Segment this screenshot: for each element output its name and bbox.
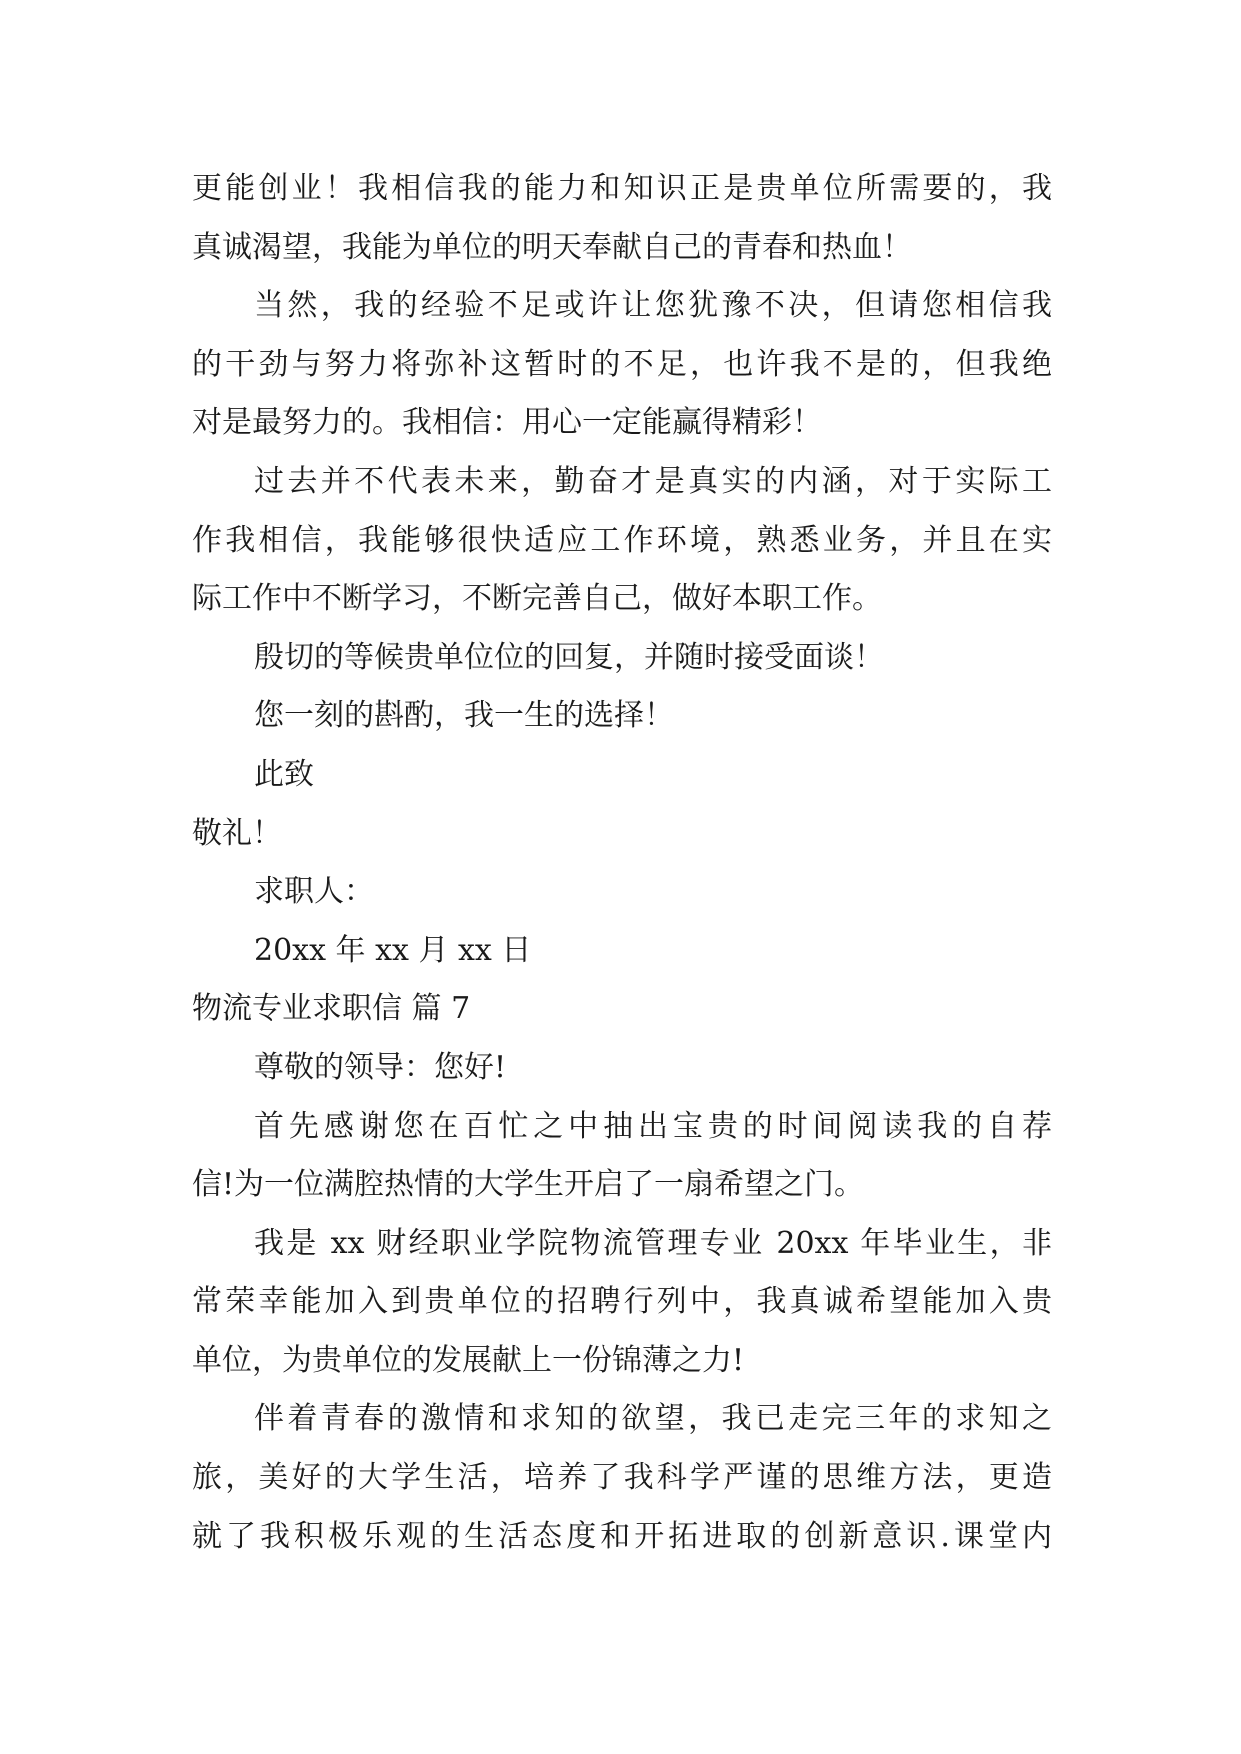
- text-line: 20xx 年 xx 月 xx 日: [254, 932, 532, 968]
- text-line: 殷切的等候贵单位位的回复，并随时接受面谈！: [254, 639, 884, 675]
- text-line: 际工作中不断学习，不断完善自己，做好本职工作。: [192, 581, 882, 617]
- text-line: 作我相信，我能够很快适应工作环境，熟悉业务，并且在实: [192, 522, 1052, 558]
- text-line: 过去并不代表未来，勤奋才是真实的内涵，对于实际工: [254, 463, 1052, 499]
- text-line: 更能创业！我相信我的能力和知识正是贵单位所需要的，我: [192, 171, 1052, 206]
- text-line: 尊敬的领导：您好!: [254, 1049, 507, 1085]
- letter-body: [192, 160, 1052, 1566]
- text-line: 敬礼！: [192, 815, 282, 851]
- text-line: 您一刻的斟酌，我一生的选择！: [254, 698, 674, 734]
- text-line: 旅，美好的大学生活，培养了我科学严谨的思维方法，更造: [192, 1460, 1052, 1496]
- text-line: 的干劲与努力将弥补这暂时的不足，也许我不是的，但我绝: [192, 346, 1052, 382]
- text-line: 首先感谢您在百忙之中抽出宝贵的时间阅读我的自荐: [254, 1108, 1052, 1144]
- text-line: 对是最努力的。我相信：用心一定能赢得精彩！: [192, 405, 822, 441]
- text-line: 物流专业求职信 篇 7: [192, 991, 471, 1027]
- text-line: 伴着青春的激情和求知的欲望，我已走完三年的求知之: [254, 1401, 1052, 1437]
- text-line: 求职人：: [254, 874, 374, 910]
- text-line: 信!为一位满腔热情的大学生开启了一扇希望之门。: [192, 1167, 865, 1203]
- text-line: 真诚渴望，我能为单位的明天奉献自己的青春和热血！: [192, 229, 912, 265]
- text-line: 就了我积极乐观的生活态度和开拓进取的创新意识.课堂内: [192, 1518, 1052, 1554]
- text-line: 我是 xx 财经职业学院物流管理专业 20xx 年毕业生，非: [254, 1225, 1052, 1261]
- text-line: 常荣幸能加入到贵单位的招聘行列中，我真诚希望能加入贵: [192, 1284, 1052, 1320]
- text-line: 单位，为贵单位的发展献上一份锦薄之力!: [192, 1342, 745, 1378]
- text-line: 此致: [254, 756, 314, 792]
- text-line: 当然，我的经验不足或许让您犹豫不决，但请您相信我: [254, 288, 1052, 324]
